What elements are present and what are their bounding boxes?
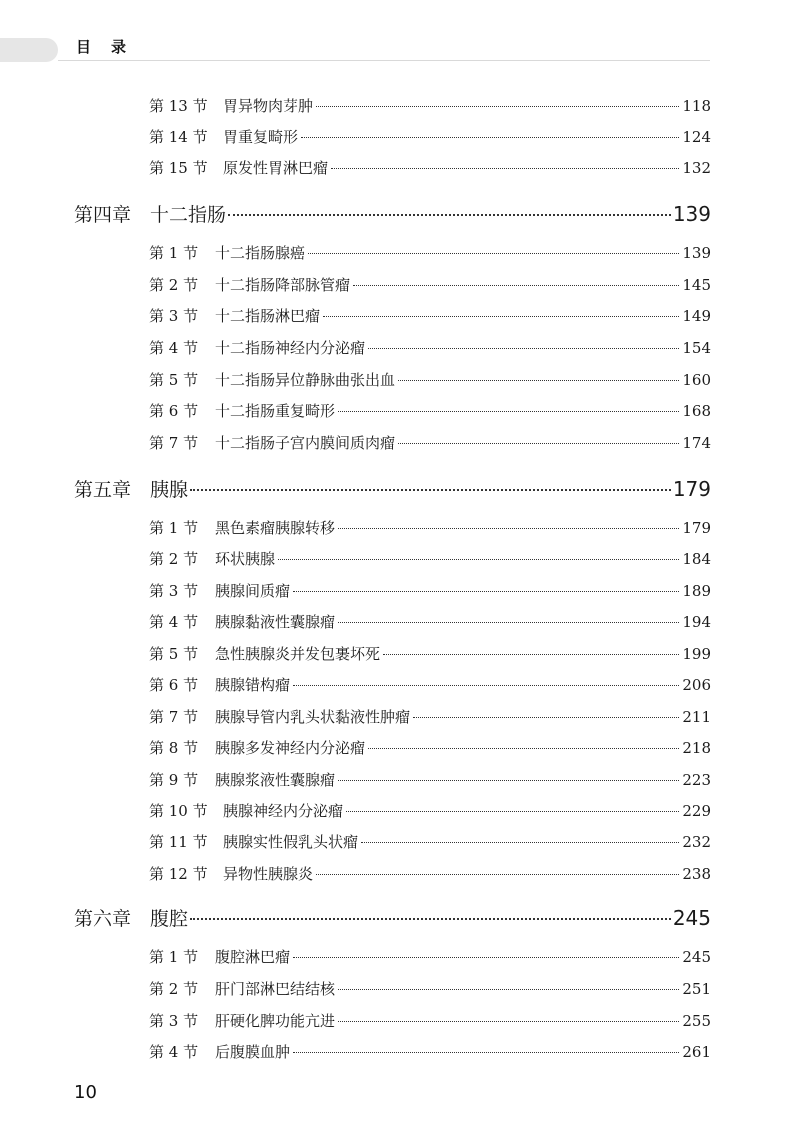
dot-leader [316,106,679,107]
section-title: 急性胰腺炎并发包裹坏死 [215,645,381,663]
dot-leader [331,168,679,169]
toc-section-entry[interactable] [149,1041,711,1063]
section-title: 后腹膜血肿 [215,1043,291,1061]
dot-leader [190,918,671,920]
toc-section-entry[interactable] [149,769,711,791]
page-ref-number: 179 [682,519,711,537]
section-title: 胃异物肉芽肿 [223,97,314,115]
chapter-title: 腹腔 [150,908,189,930]
section-number: 第 2 节 [149,550,199,568]
page-ref-number: 132 [682,159,711,177]
section-number: 第 2 节 [149,276,199,294]
section-title: 十二指肠神经内分泌瘤 [215,339,366,357]
toc-section-entry[interactable] [149,305,711,327]
section-number: 第 9 节 [149,771,199,789]
toc-section-entry[interactable] [149,95,711,117]
section-title: 胰腺间质瘤 [215,582,291,600]
dot-leader [398,443,679,444]
page-ref-number: 149 [682,307,711,325]
section-number: 第 3 节 [149,582,199,600]
section-number: 第 4 节 [149,1043,199,1061]
toc-chapter-entry[interactable] [74,475,711,503]
section-title: 十二指肠降部脉管瘤 [215,276,351,294]
page-ref-number: 194 [682,613,711,631]
toc-section-entry[interactable] [149,337,711,359]
toc-section-entry[interactable] [149,580,711,602]
dot-leader [293,1052,679,1053]
section-title: 胰腺多发神经内分泌瘤 [215,739,366,757]
page-ref-number: 174 [682,434,711,452]
section-number: 第 5 节 [149,645,199,663]
section-number: 第 4 节 [149,613,199,631]
page-ref-number: 168 [682,402,711,420]
page-ref-number: 139 [672,202,711,226]
section-number: 第 10 节 [149,802,208,820]
dot-leader [368,348,679,349]
page-ref-number: 218 [682,739,711,757]
section-number: 第 8 节 [149,739,199,757]
header-tab-decoration [0,38,58,62]
dot-leader [338,780,679,781]
page-ref-number: 229 [682,802,711,820]
dot-leader [338,989,679,990]
dot-leader [308,253,679,254]
page-ref-number: 154 [682,339,711,357]
header-divider [58,60,710,61]
chapter-number: 第六章 [74,908,132,930]
section-number: 第 14 节 [149,128,208,146]
toc-section-entry[interactable] [149,517,711,539]
section-title: 十二指肠淋巴瘤 [215,307,321,325]
toc-section-entry[interactable] [149,643,711,665]
page-ref-number: 245 [672,906,711,930]
dot-leader [383,654,679,655]
toc-section-entry[interactable] [149,400,711,422]
toc-section-entry[interactable] [149,242,711,264]
chapter-number: 第五章 [74,479,132,501]
chapter-number: 第四章 [74,204,132,226]
dot-leader [293,591,679,592]
toc-section-entry[interactable] [149,1010,711,1032]
toc-section-entry[interactable] [149,548,711,570]
dot-leader [413,717,679,718]
dot-leader [228,214,671,216]
section-title: 胰腺黏液性囊腺瘤 [215,613,336,631]
page-ref-number: 124 [682,128,711,146]
page-ref-number: 232 [682,833,711,851]
section-number: 第 6 节 [149,676,199,694]
section-number: 第 4 节 [149,339,199,357]
dot-leader [338,622,679,623]
section-number: 第 7 节 [149,708,199,726]
toc-section-entry[interactable] [149,126,711,148]
section-title: 原发性胃淋巴瘤 [223,159,329,177]
section-title: 胰腺错构瘤 [215,676,291,694]
page-ref-number: 118 [682,97,711,115]
dot-leader [278,559,679,560]
toc-section-entry[interactable] [149,800,711,822]
dot-leader [338,528,679,529]
toc-section-entry[interactable] [149,157,711,179]
toc-chapter-entry[interactable] [74,200,711,228]
page-header-title: 目录 [76,38,147,56]
page-ref-number: 139 [682,244,711,262]
section-number: 第 1 节 [149,519,199,537]
section-number: 第 3 节 [149,1012,199,1030]
section-title: 胰腺神经内分泌瘤 [223,802,344,820]
section-number: 第 5 节 [149,371,199,389]
page-ref-number: 160 [682,371,711,389]
chapter-title: 胰腺 [150,479,189,501]
toc-section-entry[interactable] [149,706,711,728]
section-number: 第 1 节 [149,948,199,966]
page-ref-number: 206 [682,676,711,694]
page-ref-number: 189 [682,582,711,600]
section-title: 异物性胰腺炎 [223,865,314,883]
section-number: 第 1 节 [149,244,199,262]
dot-leader [301,137,679,138]
dot-leader [338,411,679,412]
dot-leader [361,842,679,843]
toc-section-entry[interactable] [149,978,711,1000]
page-ref-number: 179 [672,477,711,501]
section-title: 胰腺实性假乳头状瘤 [223,833,359,851]
dot-leader [368,748,679,749]
section-number: 第 12 节 [149,865,208,883]
section-title: 十二指肠腺癌 [215,244,306,262]
section-title: 胰腺导管内乳头状黏液性肿瘤 [215,708,411,726]
section-title: 黑色素瘤胰腺转移 [215,519,336,537]
chapter-title: 十二指肠 [150,204,227,226]
section-number: 第 6 节 [149,402,199,420]
toc-section-entry[interactable] [149,737,711,759]
dot-leader [353,285,679,286]
section-title: 十二指肠子宫内膜间质肉瘤 [215,434,396,452]
section-title: 胰腺浆液性囊腺瘤 [215,771,336,789]
dot-leader [346,811,679,812]
page-ref-number: 251 [682,980,711,998]
section-title: 肝硬化脾功能亢进 [215,1012,336,1030]
toc-section-entry[interactable] [149,863,711,885]
dot-leader [323,316,679,317]
page-ref-number: 255 [682,1012,711,1030]
dot-leader [398,380,679,381]
toc-section-entry[interactable] [149,369,711,391]
toc-section-entry[interactable] [149,611,711,633]
section-title: 肝门部淋巴结结核 [215,980,336,998]
page-ref-number: 199 [682,645,711,663]
page-number: 10 [74,1082,97,1103]
dot-leader [338,1021,679,1022]
page-ref-number: 223 [682,771,711,789]
page-ref-number: 238 [682,865,711,883]
page-ref-number: 211 [682,708,711,726]
page-ref-number: 261 [682,1043,711,1061]
dot-leader [293,685,679,686]
section-title: 十二指肠重复畸形 [215,402,336,420]
section-title: 腹腔淋巴瘤 [215,948,291,966]
dot-leader [293,957,679,958]
toc-section-entry[interactable] [149,432,711,454]
section-number: 第 15 节 [149,159,208,177]
toc-section-entry[interactable] [149,274,711,296]
dot-leader [316,874,679,875]
section-number: 第 7 节 [149,434,199,452]
page-ref-number: 184 [682,550,711,568]
section-title: 十二指肠异位静脉曲张出血 [215,371,396,389]
toc-section-entry[interactable] [149,674,711,696]
section-number: 第 13 节 [149,97,208,115]
toc-section-entry[interactable] [149,946,711,968]
section-title: 环状胰腺 [215,550,276,568]
page-ref-number: 145 [682,276,711,294]
section-number: 第 3 节 [149,307,199,325]
toc-chapter-entry[interactable] [74,904,711,932]
section-number: 第 2 节 [149,980,199,998]
page-ref-number: 245 [682,948,711,966]
section-title: 胃重复畸形 [223,128,299,146]
section-number: 第 11 节 [149,833,208,851]
dot-leader [190,489,671,491]
toc-section-entry[interactable] [149,831,711,853]
